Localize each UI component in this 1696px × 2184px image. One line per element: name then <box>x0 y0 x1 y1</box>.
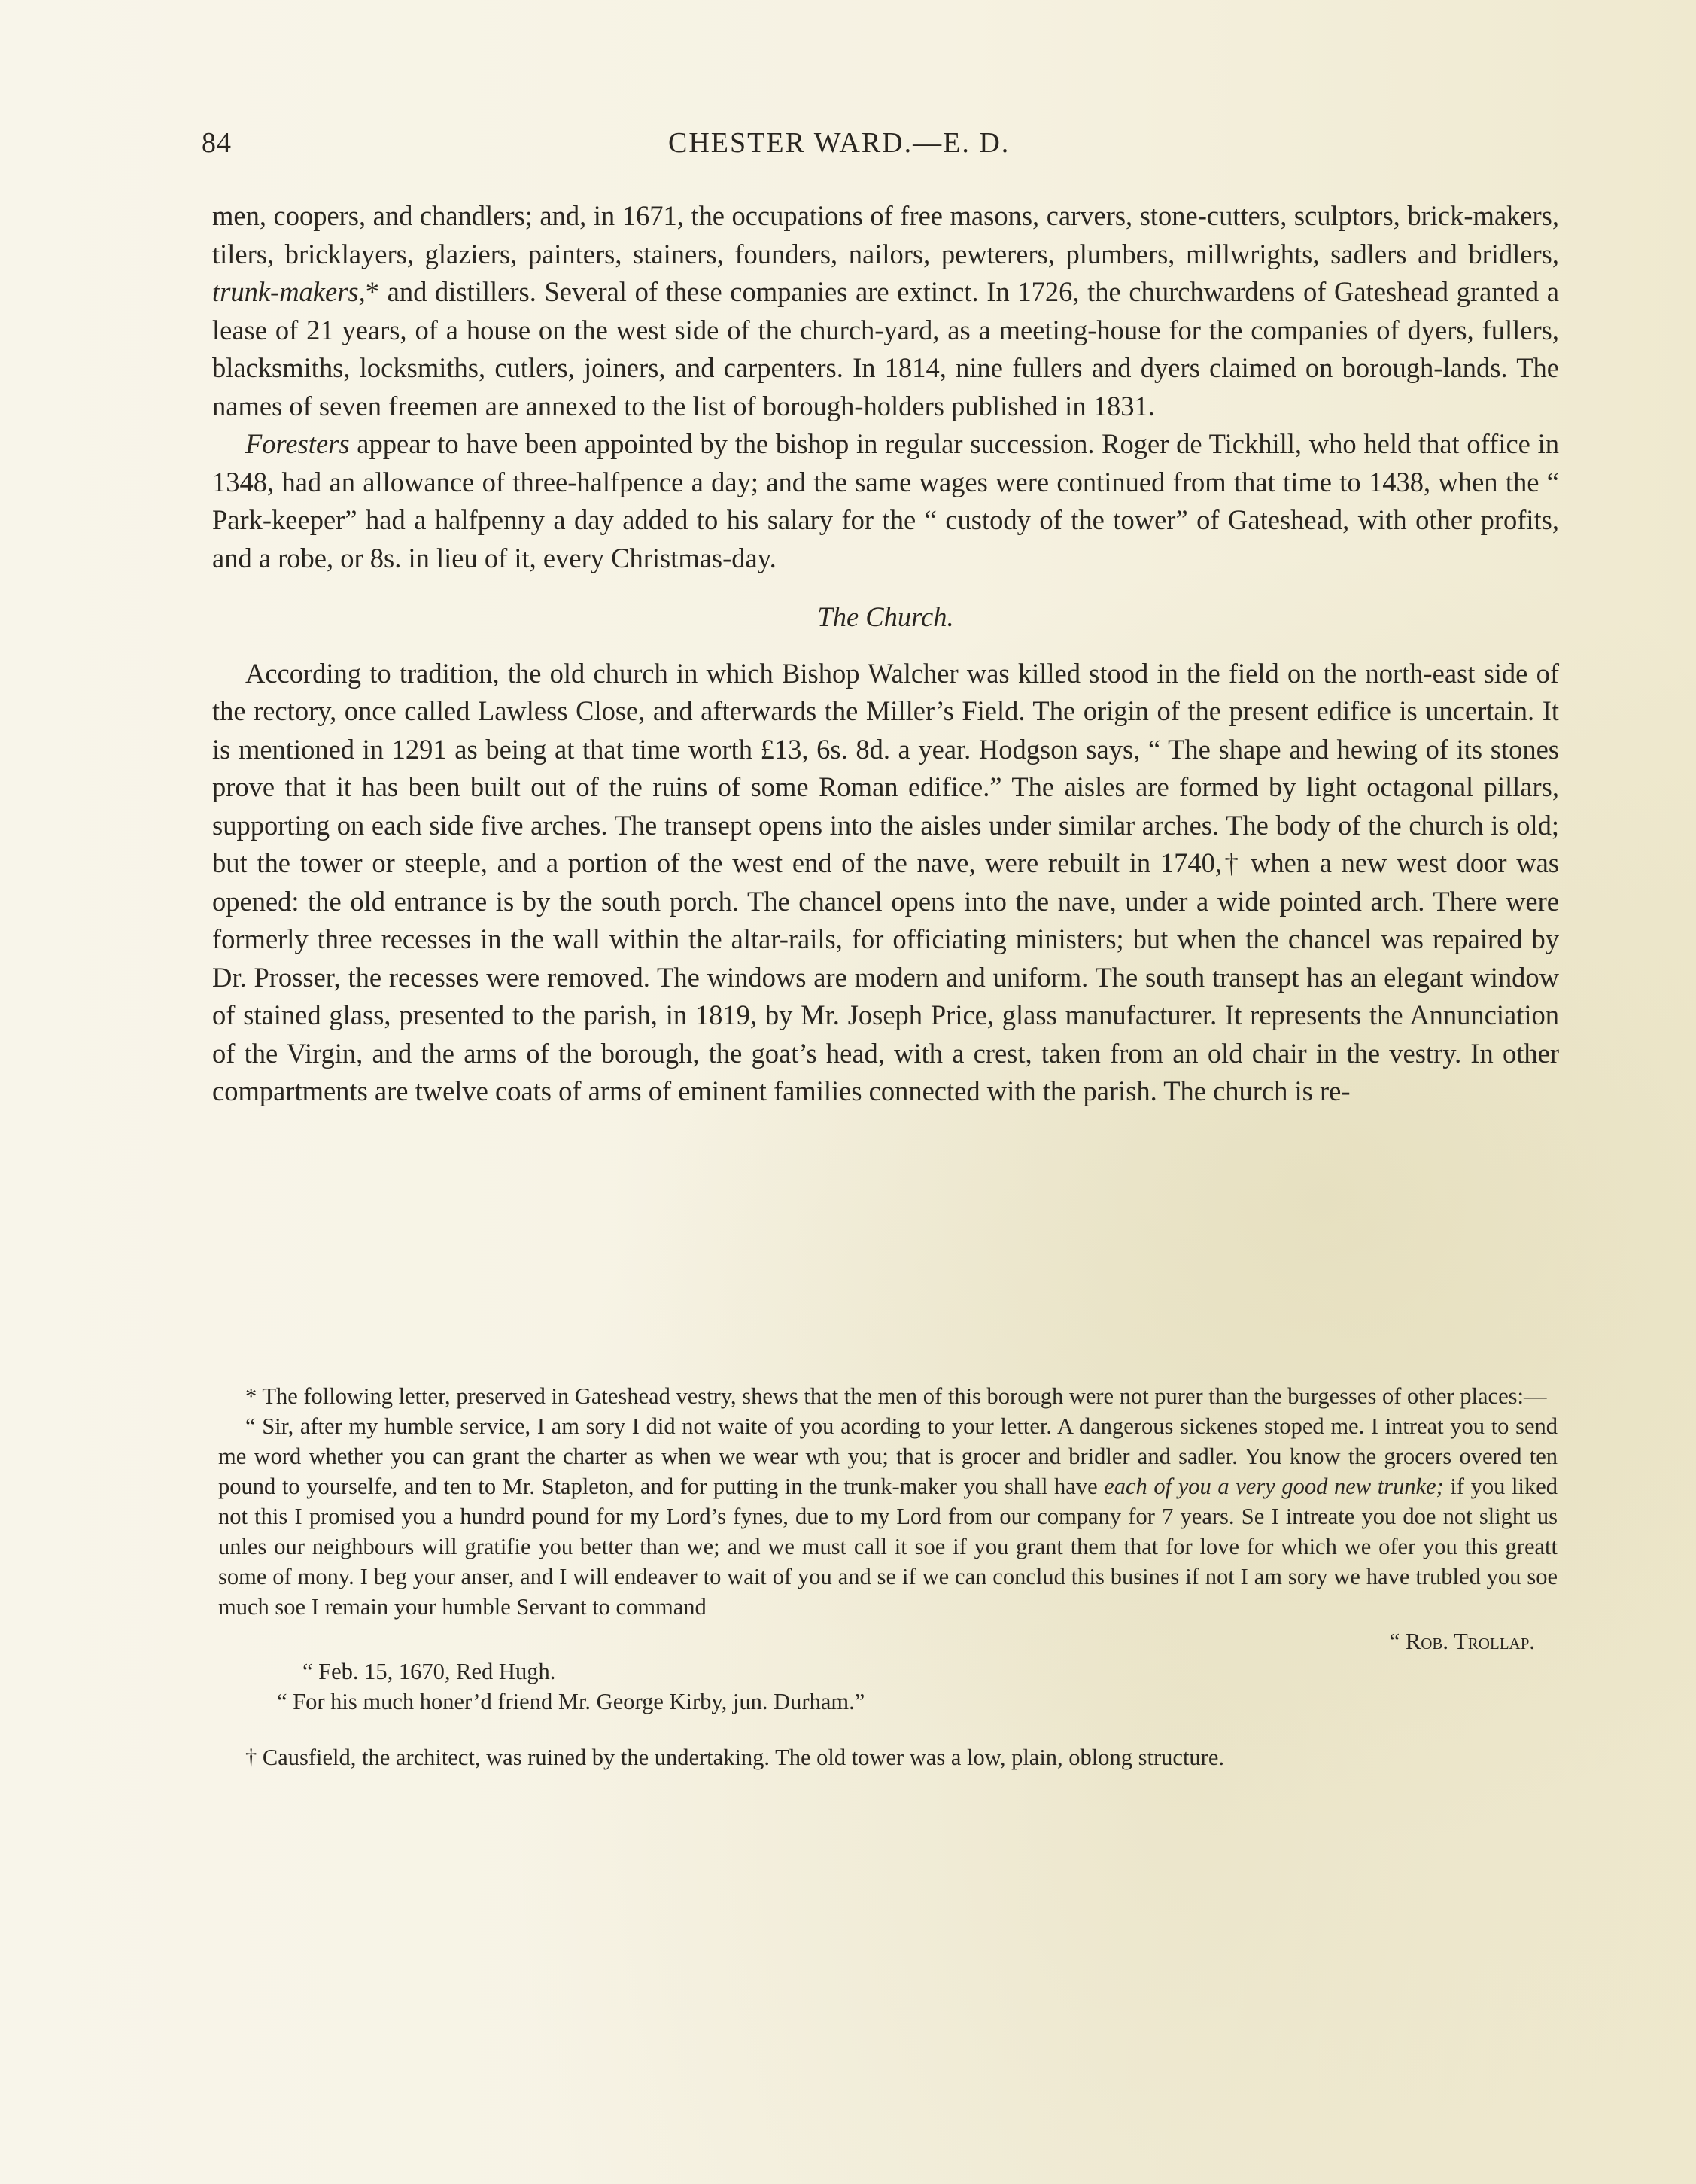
letter-date: “ Feb. 15, 1670, Red Hugh. <box>302 1659 556 1684</box>
paragraph-text: appear to have been appointed by the bishop in regular succession. Roger de Tickhill, who held that office in 1348, had an allowance of three-halfpence a day; and the same wages were continued from that time to 1438, when the “ Park-keeper” had a halfpenny a day added to his salary for the “ custody of the tower” of Gateshead, with other profits, and a robe, or 8s. in lieu of it, every Christmas-day. <box>212 428 1559 573</box>
footnotes <box>218 1381 1558 1772</box>
paragraph-foresters <box>212 425 1559 577</box>
section-title: The Church. <box>817 601 954 632</box>
page-number: 84 <box>202 127 232 159</box>
footnote-2: † Causfield, the architect, was ruined by the undertaking. The old tower was a low, plain, oblong structure. <box>245 1744 1224 1770</box>
italic-quote: each of you a very good new trunke; <box>1104 1474 1444 1499</box>
main-text <box>212 197 1559 1111</box>
letter-text: if you liked not this I promised you a hundrd pound for my Lord’s fynes, due to my Lord from our company for 7 years. Se I intreate you doe not slight us unles our neighbours will gratifie you better than we; and we must call it soe if you grant them that for love for which we ofer you this greatt some of mony. I beg your anser, and I will endeaver to wait of you and se if we can conclud this busines if not I am sory we have trubled you soe much soe I remain your humble Servant to command <box>218 1474 1558 1620</box>
letter-address: “ For his much honer’d friend Mr. George Kirby, jun. Durham.” <box>277 1689 865 1714</box>
italic-term: trunk-makers, <box>212 276 366 307</box>
letter-signature: “ Rob. Trollap. <box>1389 1629 1535 1654</box>
running-head: CHESTER WARD.—E. D. <box>668 127 1011 159</box>
page-header <box>202 126 1556 172</box>
italic-term: Foresters <box>245 428 350 459</box>
footnote-1-intro: * The following letter, preserved in Gateshead vestry, shews that the men of this borough were not purer than the burgesses of other places:— <box>245 1383 1547 1409</box>
letter-text: “ Sir, after my humble service, I am sory I did not waite of you acording to your letter. A dangerous sickenes stoped me. I intreat you to send me word whether you can grant the charter as when we wear wth you; that is grocer and bridler and sadler. You know the grocers overed ten pound to yourselfe, and ten to Mr. Stapleton, and for putting in the trunk-maker you shall have <box>218 1413 1558 1499</box>
paragraph-text: men, coopers, and chandlers; and, in 1671, the occupations of free masons, carvers, stone-cutters, sculptors, brick-makers, tilers, bricklayers, glaziers, painters, stainers, founders, nailors, pewterers, plumbers, millwrights, sadlers and bridlers, <box>212 200 1559 269</box>
paragraph-church: According to tradition, the old church in which Bishop Walcher was killed stood in the field on the north-east side of the rectory, once called Lawless Close, and afterwards the Miller’s Field. The origin of the present edifice is uncertain. It is mentioned in 1291 as being at that time worth £13, 6s. 8d. a year. Hodgson says, “ The shape and hewing of its stones prove that it has been built out of the ruins of some Roman edifice.” The aisles are formed by light octagonal pillars, supporting on each side five arches. The transept opens into the aisles under similar arches. The body of the church is old; but the tower or steeple, and a portion of the west end of the nave, were rebuilt in 1740,† when a new west door was opened: the old entrance is by the south porch. The chancel opens into the nave, under a wide pointed arch. There were formerly three recesses in the wall within the altar-rails, for officiating ministers; but when the chancel was repaired by Dr. Prosser, the recesses were removed. The windows are modern and uniform. The south transept has an elegant window of stained glass, presented to the parish, in 1819, by Mr. Joseph Price, glass manufacturer. It represents the Annunciation of the Virgin, and the arms of the borough, the goat’s head, with a crest, taken from an old chair in the vestry. In other compartments are twelve coats of arms of eminent families connected with the parish. The church is re- <box>212 657 1559 1106</box>
footnote-1-letter <box>218 1411 1558 1622</box>
paragraph-guilds <box>212 197 1559 425</box>
paragraph-text: * and distillers. Several of these companies are extinct. In 1726, the churchwardens of Gateshead granted a lease of 21 years, of a house on the west side of the church-yard, as a meeting-house for the companies of dyers, fullers, blacksmiths, locksmiths, cutlers, joiners, and carpenters. In 1814, nine fullers and dyers claimed on borough-lands. The names of seven freemen are annexed to the list of borough-holders published in 1831. <box>212 276 1559 421</box>
